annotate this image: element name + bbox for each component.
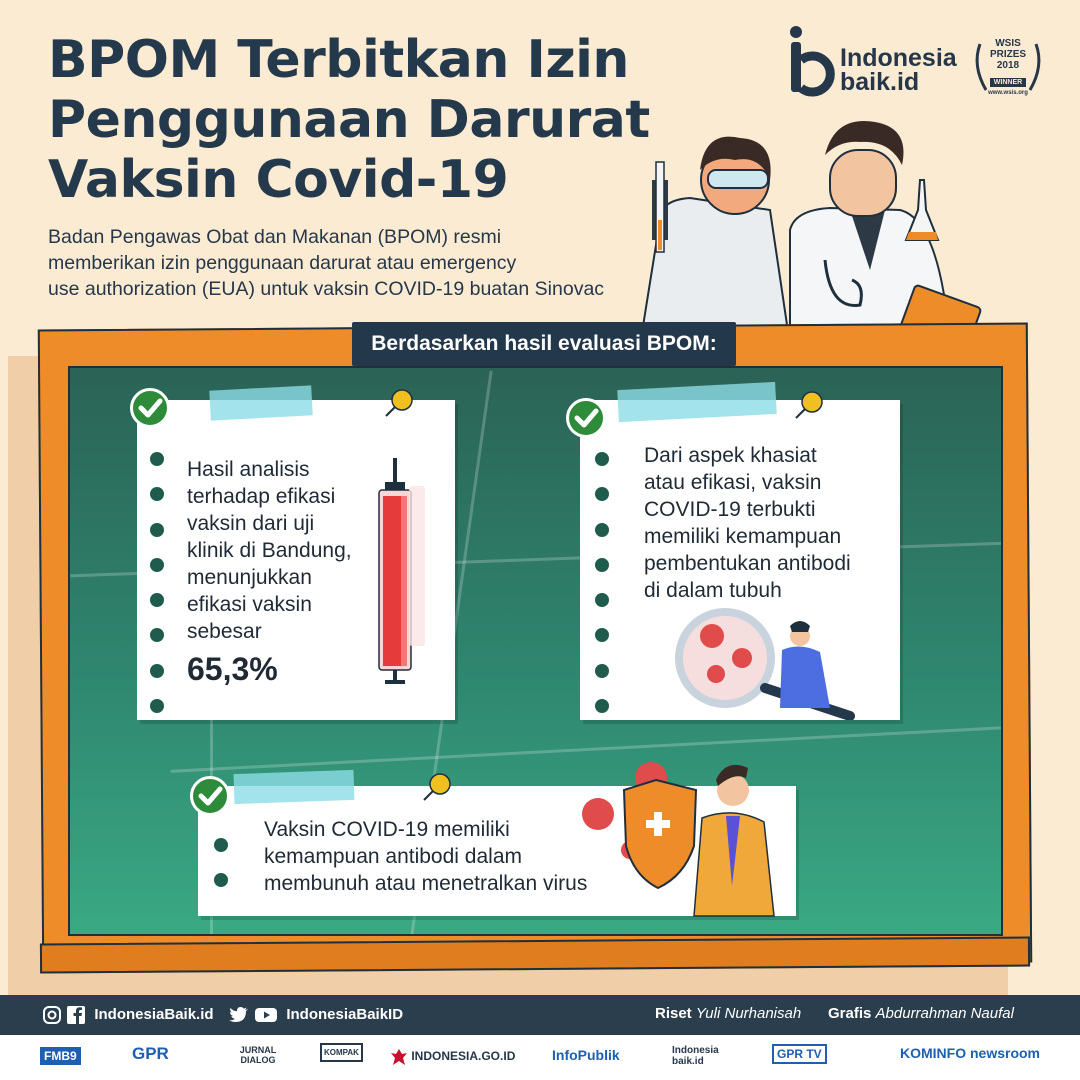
award-line: WINNER: [990, 78, 1026, 87]
bullet-dot: [214, 838, 228, 852]
shield-virus-illustration: [576, 756, 786, 918]
intro-line: use authorization (EUA) untuk vaksin COVID-19 buatan Sinovac: [48, 278, 605, 300]
bullet-dot: [595, 593, 609, 607]
graphics-credit: [828, 1005, 1014, 1022]
social-handle-2[interactable]: [228, 1005, 403, 1025]
partner-logo[interactable]: [390, 1047, 515, 1067]
scientists-illustration: [620, 110, 1000, 345]
award-line: 2018: [996, 60, 1020, 71]
partner-logo[interactable]: InfoPublik: [552, 1047, 620, 1063]
credit-name: Abdurrahman Naufal: [875, 1005, 1014, 1022]
bullet-dot: [150, 628, 164, 642]
finding-card-efficacy: [137, 400, 455, 720]
youtube-icon: [254, 1005, 278, 1025]
bullet-dot: [150, 452, 164, 466]
social-handle-1[interactable]: [42, 1005, 214, 1025]
partner-logo[interactable]: KOMINFO newsroom: [900, 1045, 1041, 1061]
card-text: [264, 816, 624, 897]
bullet-dot: [595, 664, 609, 678]
finding-card-antibody: [580, 400, 900, 720]
bullet-list: [150, 452, 166, 734]
card-line: sebesar: [187, 620, 262, 643]
title-line: Penggunaan Darurat: [48, 90, 650, 150]
wsis-award-badge: [968, 36, 1048, 100]
syringe-icon: [369, 456, 429, 688]
garuda-icon: [390, 1047, 408, 1067]
partner-logo[interactable]: FMB9: [40, 1047, 81, 1065]
bullet-dot: [595, 487, 609, 501]
card-line: Dari aspek khasiat: [644, 444, 817, 467]
card-text: [644, 442, 894, 604]
credit-label: Grafis: [828, 1005, 872, 1022]
bullet-dot: [150, 593, 164, 607]
tape-strip: [209, 385, 312, 420]
bullet-list: [214, 838, 230, 909]
award-line: WSIS: [995, 38, 1021, 49]
card-line: atau efikasi, vaksin: [644, 471, 822, 494]
pushpin-icon: [380, 386, 416, 422]
magnifier-virus-illustration: [670, 608, 895, 720]
pushpin-icon: [790, 388, 826, 424]
title-line: BPOM Terbitkan Izin: [48, 30, 629, 90]
intro-text: [48, 224, 668, 302]
card-line: efikasi vaksin: [187, 593, 312, 616]
evaluation-banner: Berdasarkan hasil evaluasi BPOM:: [352, 322, 736, 366]
efficacy-value: 65,3%: [187, 651, 278, 687]
brand-name-line1: Indonesia: [840, 44, 957, 72]
bullet-dot: [150, 523, 164, 537]
page-title: [48, 30, 688, 210]
bullet-dot: [595, 699, 609, 713]
bullet-list: [595, 452, 611, 734]
brand-name-line2: baik.id: [840, 68, 920, 96]
title-line: Vaksin Covid-19: [48, 150, 509, 210]
social-handle-text: IndonesiaBaikID: [286, 1005, 404, 1023]
bullet-dot: [150, 699, 164, 713]
bullet-dot: [595, 628, 609, 642]
card-line: kemampuan antibodi dalam: [264, 845, 522, 868]
credit-name: Yuli Nurhanisah: [695, 1005, 802, 1022]
card-line: Vaksin COVID-19 memiliki: [264, 818, 510, 841]
indonesiabaik-logo[interactable]: [788, 22, 978, 102]
instagram-icon: [42, 1005, 62, 1025]
twitter-icon: [228, 1005, 250, 1025]
card-line: memiliki kemampuan: [644, 525, 842, 548]
card-line: terhadap efikasi: [187, 485, 336, 508]
tape-strip: [234, 770, 355, 804]
bullet-dot: [595, 523, 609, 537]
card-line: klinik di Bandung,: [187, 539, 352, 562]
bullet-dot: [214, 873, 228, 887]
card-line: membunuh atau menetralkan virus: [264, 872, 588, 895]
check-icon: [130, 388, 170, 428]
pushpin-icon: [418, 770, 454, 806]
partner-logo[interactable]: JURNAL DIALOG: [239, 1045, 277, 1065]
intro-line: Badan Pengawas Obat dan Makanan (BPOM) resmi: [48, 226, 502, 248]
partner-logos-bar: [0, 1035, 1080, 1080]
footer-bar: [0, 995, 1080, 1035]
partner-logo[interactable]: GPR TV: [772, 1044, 827, 1064]
partner-logo[interactable]: GPR: [132, 1044, 169, 1063]
check-icon: [566, 398, 606, 438]
award-url: www.wsis.org: [988, 90, 1028, 96]
intro-line: memberikan izin penggunaan darurat atau emergency: [48, 252, 517, 274]
card-line: pembentukan antibodi: [644, 552, 851, 575]
card-line: Hasil analisis: [187, 458, 310, 481]
check-icon: [190, 776, 230, 816]
card-line: menunjukkan: [187, 566, 312, 589]
award-line: PRIZES: [989, 49, 1027, 60]
research-credit: [655, 1005, 801, 1022]
brand-mark-icon: [788, 22, 836, 100]
bullet-dot: [150, 487, 164, 501]
partner-logo[interactable]: KOMPAK: [320, 1043, 363, 1062]
bullet-dot: [595, 452, 609, 466]
card-line: COVID-19 terbukti: [644, 498, 816, 521]
card-text: [187, 456, 377, 689]
bullet-dot: [150, 558, 164, 572]
card-line: di dalam tubuh: [644, 579, 782, 602]
facebook-icon: [66, 1005, 86, 1025]
credit-label: Riset: [655, 1005, 692, 1022]
bullet-dot: [595, 558, 609, 572]
brand-name: [840, 46, 957, 94]
social-handle-text: IndonesiaBaik.id: [94, 1005, 214, 1023]
card-line: vaksin dari uji: [187, 512, 315, 535]
partner-logo[interactable]: Indonesia baik.id: [672, 1045, 719, 1067]
bullet-dot: [150, 664, 164, 678]
partner-logo-text: INDONESIA.GO.ID: [411, 1049, 516, 1064]
